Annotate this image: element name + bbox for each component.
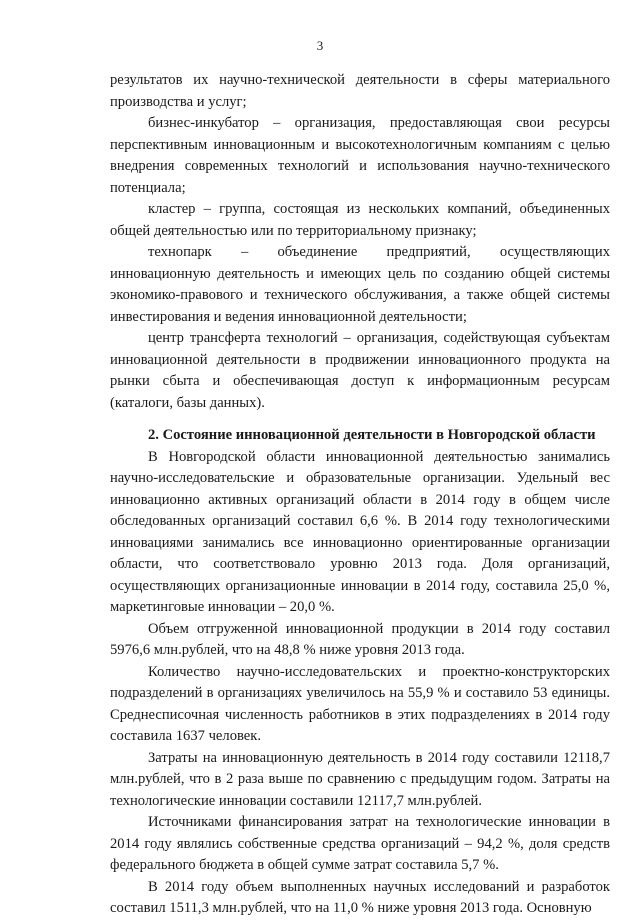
paragraph-technology-transfer-center: центр трансферта технологий – организация, содействующая субъектам инновационной деятельности в продвижении инновационного продукта на рынки сбыта и обеспечивающая доступ к информационным ресурсам (каталоги, базы данных). xyxy=(110,330,610,411)
paragraph-funding-sources: Источниками финансирования затрат на технологические инновации в 2014 году являлись собственные средства организаций – 94,2 %, доля средств федерального бюджета в общей сумме затрат составила 5,7 %. xyxy=(110,814,610,873)
paragraph-research-volume: В 2014 году объем выполненных научных исследований и разработок составил 1511,3 млн.рублей, что на 11,0 % ниже уровня 2013 года. Основную xyxy=(110,878,610,916)
section-heading: 2. Состояние инновационной деятельности в Новгородской области xyxy=(148,427,596,443)
paragraph-shipped-products: Объем отгруженной инновационной продукции в 2014 году составил 5976,6 млн.рублей, что на 48,8 % ниже уровня 2013 года. xyxy=(110,620,610,658)
paragraph-innovation-costs: Затраты на инновационную деятельность в 2014 году составили 12118,7 млн.рублей, что в 2 раза выше по сравнению с предыдущим годом. Затраты на технологические инновации составили 12117,7 млн.рублей. xyxy=(110,749,610,809)
paragraph-technopark: технопарк – объединение предприятий, осуществляющих инновационную деятельность и имеющих цель по созданию общей системы экономико-правового и технического обслуживания, а также общей системы инвестирования и ведения инновационной деятельности; xyxy=(110,244,610,325)
paragraph-innovation-activity: В Новгородской области инновационной деятельностью занимались научно-исследовательские и образовательные организации. Удельный вес инновационно активных организаций области в 2014 году в общем числе обследованных организаций составил 6,6 %. В 2014 году технологическими инновациями занимались все инновационно ориентированные организации области, что соответствовало уровню 2013 года. Доля организаций, осуществляющих организационные инновации в 2014 году, составила 25,0 %, маркетинговые инновации – 20,0 %. xyxy=(110,448,610,615)
document-body xyxy=(110,70,610,920)
paragraph-cluster: кластер – группа, состоящая из нескольких компаний, объединенных общей деятельностью или по территориальному признаку; xyxy=(110,201,610,239)
paragraph-research-divisions: Количество научно-исследовательских и проектно-конструкторских подразделений в организациях увеличилось на 55,9 % и составило 53 единицы. Среднесписочная численность работников в этих подразделениях в 2014 году составила 1637 человек. xyxy=(110,663,610,744)
paragraph-business-incubator: бизнес-инкубатор – организация, предоставляющая свои ресурсы перспективным инновационным и высокотехнологичным компаниям с целью внедрения современных технологий и использования научно-технического потенциала; xyxy=(110,115,610,196)
page-number: 3 xyxy=(316,38,324,53)
paragraph-continuation: результатов их научно-технической деятельности в сферы материального производства и услуг; xyxy=(110,72,610,110)
